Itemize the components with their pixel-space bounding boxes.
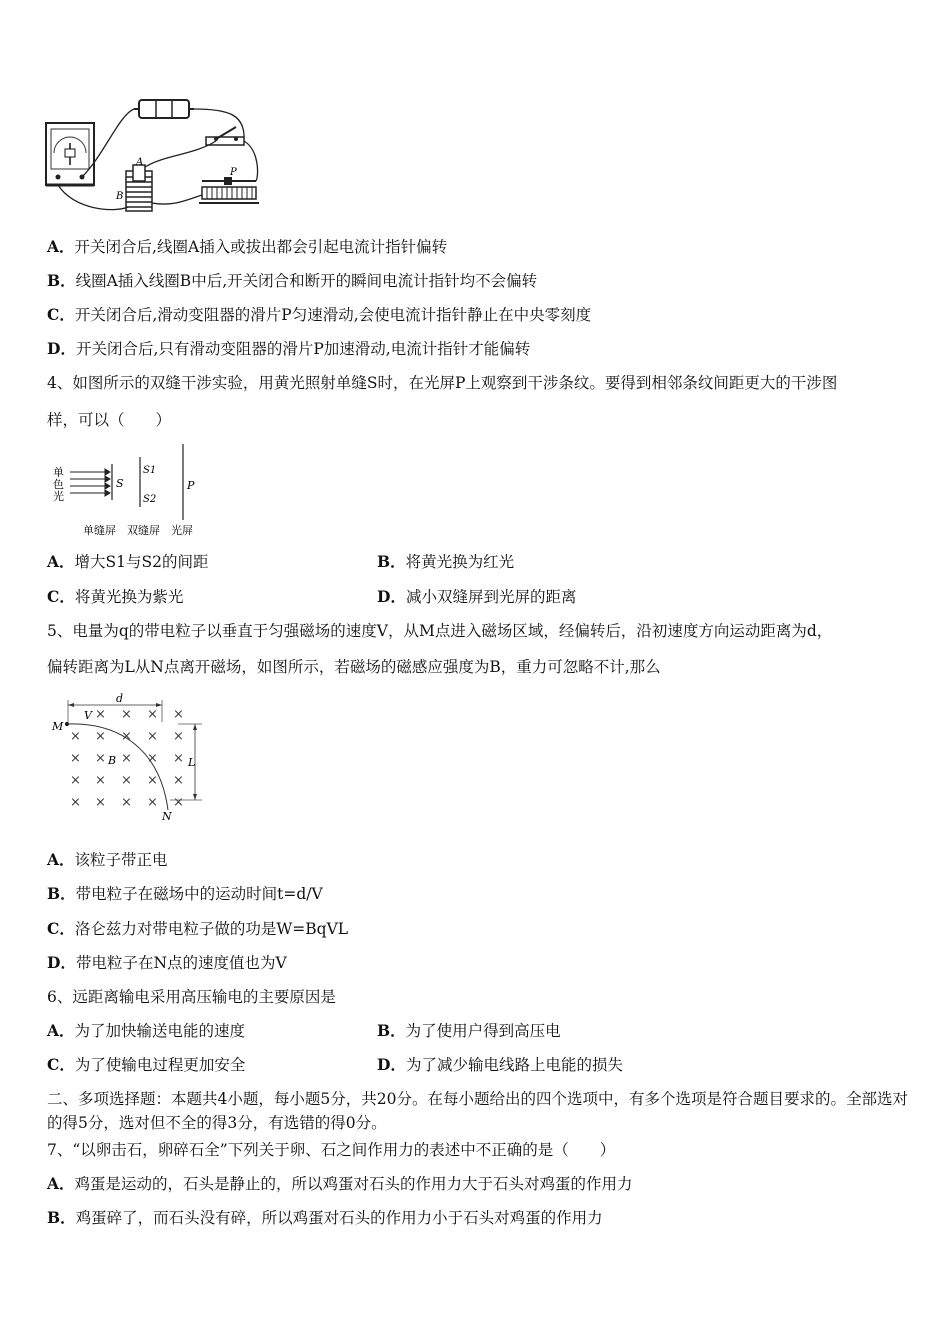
svg-text:×: × — [173, 773, 184, 788]
svg-text:×: × — [147, 773, 158, 788]
svg-text:×: × — [147, 751, 158, 766]
screen-p-label: P — [187, 479, 195, 492]
q5-magnetic-field-figure — [50, 692, 210, 824]
svg-text:×: × — [70, 729, 81, 744]
section-2-heading: 二、多项选择题：本题共4小题，每小题5分，共20分。在每小题给出的四个选项中，有多个选项是符合题目要求的。全部选对的得5分，选对但不全的得3分，有选错的得0分。 — [47, 1090, 908, 1132]
distance-d-label: d — [116, 692, 124, 705]
svg-text:×: × — [95, 729, 106, 744]
coil-b-label: B — [116, 191, 124, 202]
q7-option-b: B．鸡蛋碎了，而石头没有碎，所以鸡蛋对石头的作用力小于石头对鸡蛋的作用力 — [47, 1208, 603, 1227]
velocity-v-label: V — [84, 709, 92, 722]
svg-text:×: × — [121, 751, 132, 766]
q6-option-c: C．为了使输电过程更加安全 — [47, 1055, 246, 1074]
slit-s1-label: S1 — [143, 465, 157, 476]
slit-s2-label: S2 — [143, 494, 157, 505]
q5-option-b: B．带电粒子在磁场中的运动时间t=d/V — [47, 884, 323, 903]
svg-text:×: × — [95, 773, 106, 788]
q6-option-b: B．为了使用户得到高压电 — [377, 1021, 561, 1040]
rheostat-slider-label: P — [230, 167, 237, 178]
slit-s-label: S — [116, 477, 124, 490]
light-screen-label: 光屏 — [171, 524, 193, 537]
q7-option-a: A．鸡蛋是运动的，石头是静止的，所以鸡蛋对石头的作用力大于石头对鸡蛋的作用力 — [47, 1174, 633, 1193]
q5-stem-line-1: 5、电量为q的带电粒子以垂直于匀强磁场的速度V，从M点进入磁场区域，经偏转后，沿初速度方向运动距离为d， — [47, 622, 833, 640]
svg-text:×: × — [147, 795, 158, 810]
field-b-label: B — [108, 754, 117, 767]
q3-option-a: A．开关闭合后,线圈A插入或拔出都会引起电流计指针偏转 — [47, 237, 448, 256]
q3-option-b: B．线圈A插入线圈B中后,开关闭合和断开的瞬间电流计指针均不会偏转 — [47, 271, 538, 290]
q4-option-c: C．将黄光换为紫光 — [47, 587, 184, 606]
q4-stem-line-2: 样，可以（ ） — [47, 411, 172, 429]
light-label-3: 光 — [53, 490, 64, 503]
q5-option-d: D．带电粒子在N点的速度值也为V — [47, 953, 287, 972]
q4-double-slit-figure — [50, 442, 210, 540]
q4-option-d: D．减小双缝屏到光屏的距离 — [377, 587, 577, 606]
svg-text:×: × — [70, 773, 81, 788]
svg-text:×: × — [173, 707, 184, 722]
svg-text:×: × — [173, 751, 184, 766]
q3-option-d: D．开关闭合后,只有滑动变阻器的滑片P加速滑动,电流计指针才能偏转 — [47, 339, 531, 358]
svg-text:×: × — [173, 795, 184, 810]
q4-stem-line-1: 4、如图所示的双缝干涉实验，用黄光照射单缝S时，在光屏P上观察到干涉条纹。要得到相邻条纹间距更大的干涉图 — [47, 374, 838, 392]
svg-text:×: × — [147, 707, 158, 722]
q3-circuit-figure — [44, 95, 264, 220]
svg-text:×: × — [70, 751, 81, 766]
light-label-1: 单 — [53, 466, 64, 479]
svg-text:×: × — [95, 751, 106, 766]
q6-option-d: D．为了减少输电线路上电能的损失 — [377, 1055, 623, 1074]
svg-text:×: × — [95, 707, 106, 722]
magnetic-field-crosses — [70, 707, 184, 810]
distance-l-label: L — [188, 756, 196, 769]
svg-text:×: × — [121, 729, 132, 744]
q4-option-a: A．增大S1与S2的间距 — [47, 552, 209, 571]
q5-option-a: A．该粒子带正电 — [47, 850, 168, 869]
battery — [139, 100, 189, 118]
q7-stem: 7、“以卵击石，卵碎石全”下列关于卵、石之间作用力的表述中不正确的是（ ） — [47, 1141, 616, 1159]
q5-stem-line-2: 偏转距离为L从N点离开磁场，如图所示，若磁场的磁感应强度为B，重力可忽略不计,那么 — [47, 658, 661, 676]
point-m-label: M — [52, 720, 64, 733]
double-slit-screen-label: 双缝屏 — [127, 524, 160, 537]
point-n-label: N — [162, 810, 172, 823]
q6-stem: 6、远距离输电采用高压输电的主要原因是 — [47, 988, 336, 1006]
svg-text:×: × — [147, 729, 158, 744]
rheostat — [202, 187, 256, 199]
svg-text:×: × — [121, 707, 132, 722]
svg-text:×: × — [121, 773, 132, 788]
q4-option-b: B．将黄光换为红光 — [377, 552, 515, 571]
q6-option-a: A．为了加快输送电能的速度 — [47, 1021, 246, 1040]
svg-text:×: × — [121, 795, 132, 810]
q5-option-c: C．洛仑兹力对带电粒子做的功是W=BqVL — [47, 919, 349, 938]
q3-option-c: C．开关闭合后,滑动变阻器的滑片P匀速滑动,会使电流计指针静止在中央零刻度 — [47, 305, 592, 324]
coil-a-label: A — [136, 157, 144, 168]
single-slit-screen-label: 单缝屏 — [83, 524, 116, 537]
svg-text:×: × — [70, 795, 81, 810]
svg-text:×: × — [173, 729, 184, 744]
svg-text:×: × — [95, 795, 106, 810]
light-label-2: 色 — [53, 478, 64, 491]
